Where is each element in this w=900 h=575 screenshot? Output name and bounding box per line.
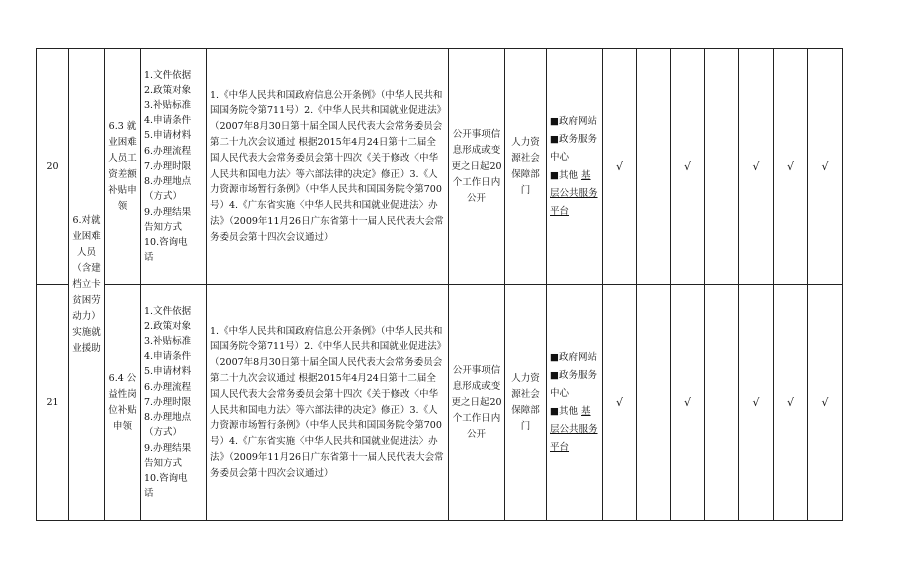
disclosure-subject-cell: 人力资源社会保障部门	[505, 285, 547, 521]
content-item: 告知方式	[144, 457, 183, 469]
content-item: 7.办理时限	[144, 396, 192, 408]
check-cell: √	[739, 49, 774, 285]
content-item: 话	[144, 488, 154, 500]
check-cell	[637, 285, 671, 521]
content-item: 8.办理地点	[144, 412, 192, 424]
content-item: 9.办理结果	[144, 442, 192, 454]
content-item: 3.补贴标准	[144, 336, 192, 348]
table-row	[37, 285, 875, 521]
channel-other: ■其他 基层公共服务平台	[550, 169, 598, 217]
table-row	[37, 49, 875, 285]
content-item: 10.咨询电	[144, 472, 188, 484]
content-item: （方式）	[144, 191, 183, 203]
channel-service-center: ■政务服务中心	[550, 133, 597, 163]
content-item: 1.文件依据	[144, 305, 192, 317]
content-item: （方式）	[144, 427, 183, 439]
content-item: 3.补贴标准	[144, 100, 192, 112]
content-item: 9.办理结果	[144, 206, 192, 218]
content-item: 7.办理时限	[144, 160, 192, 172]
disclosure-subject-cell: 人力资源社会保障部门	[505, 49, 547, 285]
content-item: 1.文件依据	[144, 69, 192, 81]
check-cell: √	[671, 49, 705, 285]
legal-basis-cell: 1.《中华人民共和国政府信息公开条例》（中华人民共和国国务院令第711号）2.《中华人民共和国就业促进法》（2007年8月30日第十届全国人民代表大会常务委员会第二十九次会议通过 根据2015年4月24日第十二届全国人民代表大会常务委员会第十四次《关于修改〈中华人民共和国电力法〉等六部法律的决定》修正）3.《人力资源市场暂行条例》（中华人民共和国国务院令第700号）4.《广东省实施〈中华人民共和国就业促进法〉办法》（2009年11月26日广东省第十一届人民代表大会常务委员会第十四次会议通过）	[207, 49, 449, 285]
content-item: 4.申请条件	[144, 351, 192, 363]
check-cell: √	[603, 49, 637, 285]
disclosure-timing-cell: 公开事项信息形成或变更之日起20个工作日内公开	[449, 49, 505, 285]
legal-basis-cell: 1.《中华人民共和国政府信息公开条例》（中华人民共和国国务院令第711号）2.《中华人民共和国就业促进法》（2007年8月30日第十届全国人民代表大会常务委员会第二十九次会议通过 根据2015年4月24日第十二届全国人民代表大会常务委员会第十四次《关于修改〈中华人民共和国电力法〉等六部法律的决定》修正）3.《人力资源市场暂行条例》（中华人民共和国国务院令第700号）4.《广东省实施〈中华人民共和国就业促进法〉办法》（2009年11月26日广东省第十一届人民代表大会常务委员会第十四次会议通过）	[207, 285, 449, 521]
check-cell: √	[808, 49, 843, 285]
check-cell	[705, 285, 739, 521]
content-item: 10.咨询电	[144, 236, 188, 248]
subitem-cell: 6.3 就业困难人员工资差额补贴申领	[105, 49, 141, 285]
channel-service-center: ■政务服务中心	[550, 369, 597, 399]
content-list	[141, 285, 207, 521]
content-list	[141, 49, 207, 285]
content-item: 6.办理流程	[144, 145, 192, 157]
channel-other-link: 基层公共服务平台	[550, 169, 598, 217]
channel-other-link: 基层公共服务平台	[550, 405, 598, 453]
check-cell: √	[774, 285, 808, 521]
check-cell	[705, 49, 739, 285]
policy-disclosure-table	[36, 48, 875, 521]
check-cell: √	[739, 285, 774, 521]
content-item: 5.申请材料	[144, 366, 192, 378]
channel-government-website: ■政府网站	[550, 351, 597, 363]
channel-government-website: ■政府网站	[550, 115, 597, 127]
category-cell: 6.对就业困难人员（含建档立卡贫困劳动力）实施就业援助	[69, 49, 105, 521]
content-item: 2.政策对象	[144, 320, 192, 332]
check-cell: √	[808, 285, 843, 521]
content-item: 2.政策对象	[144, 84, 192, 96]
subitem-cell: 6.4 公益性岗位补贴申领	[105, 285, 141, 521]
content-item: 6.办理流程	[144, 381, 192, 393]
check-cell: √	[774, 49, 808, 285]
disclosure-channels-cell	[547, 285, 603, 521]
content-item: 话	[144, 252, 154, 264]
row-number: 21	[37, 285, 69, 521]
check-cell: √	[603, 285, 637, 521]
row-number: 20	[37, 49, 69, 285]
content-item: 告知方式	[144, 221, 183, 233]
content-item: 8.办理地点	[144, 176, 192, 188]
check-cell	[637, 49, 671, 285]
content-item: 4.申请条件	[144, 115, 192, 127]
content-item: 5.申请材料	[144, 130, 192, 142]
disclosure-channels-cell	[547, 49, 603, 285]
disclosure-timing-cell: 公开事项信息形成或变更之日起20个工作日内公开	[449, 285, 505, 521]
channel-other: ■其他 基层公共服务平台	[550, 405, 598, 453]
check-cell: √	[671, 285, 705, 521]
